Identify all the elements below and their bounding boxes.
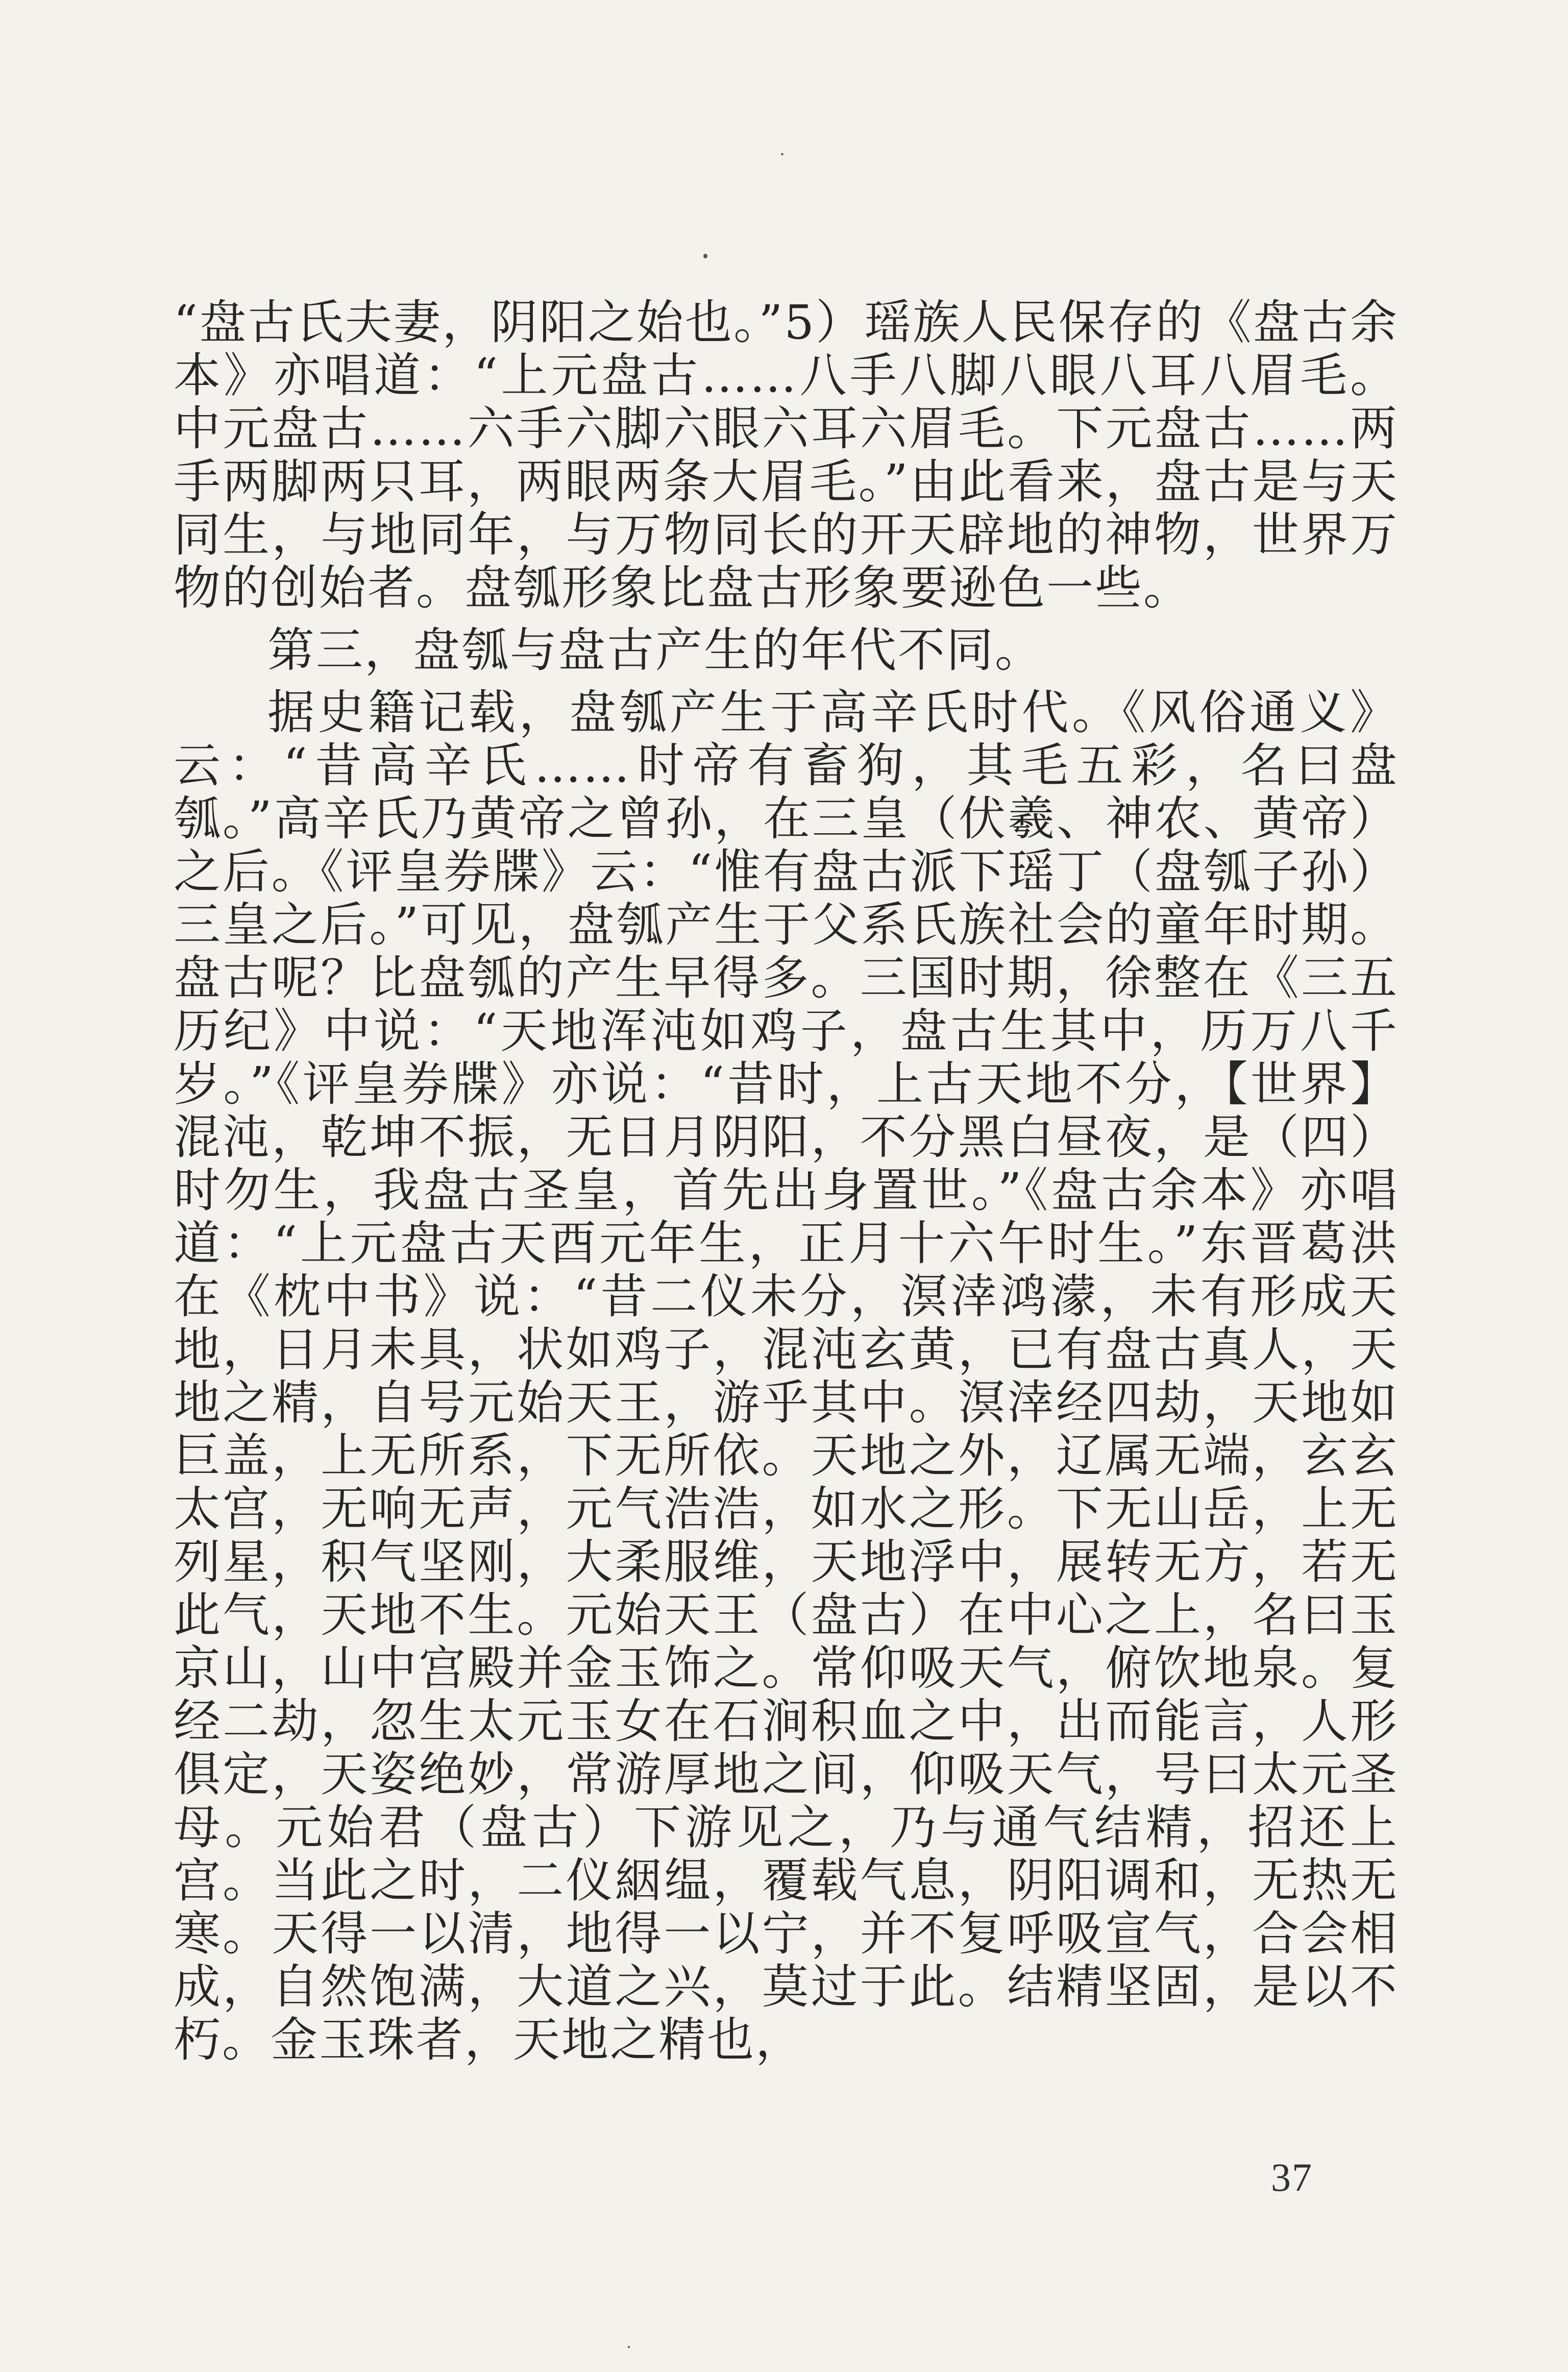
ink-speck [781,153,783,155]
body-text [174,296,1399,2067]
ink-speck [628,2346,630,2348]
paragraph-1: “盘古氏夫妻，阴阳之始也。”5）瑶族人民保存的《盘古余本》亦唱道：“上元盘古……八手八脚八眼八耳八眉毛。中元盘古……六手六脚六眼六耳六眉毛。下元盘古……两手两脚两只耳，两眼两条大眉毛。”由此看来，盘古是与天同生，与地同年，与万物同长的开天辟地的神物，世界万物的创始者。盘瓠形象比盘古形象要逊色一些。 [174,295,1399,615]
paragraph-3: 据史籍记载，盘瓠产生于高辛氏时代。《风俗通义》云：“昔高辛氏……时帝有畜狗，其毛五彩，名曰盘瓠。”高辛氏乃黄帝之曾孙，在三皇（伏羲、神农、黄帝）之后。《评皇券牒》云：“惟有盘古派下瑶丁（盘瓠子孙）三皇之后。”可见，盘瓠产生于父系氏族社会的童年时期。盘古呢？比盘瓠的产生早得多。三国时期，徐整在《三五历纪》中说：“天地浑沌如鸡子，盘古生其中，历万八千岁。”《评皇券牒》亦说：“昔时，上古天地不分，【世界】混沌，乾坤不振，无日月阴阳，不分黑白昼夜，是（四）时勿生，我盘古圣皇，首先出身置世。”《盘古余本》亦唱道：“上元盘古天酉元年生，正月十六午时生。”东晋葛洪在《枕中书》说：“昔二仪未分，溟涬鸿濛，未有形成天地，日月未具，状如鸡子，混沌玄黄，已有盘古真人，天地之精，自号元始天王，游乎其中。溟涬经四劫，天地如巨盖，上无所系，下无所依。天地之外，辽属无端，玄玄太宫，无响无声，元气浩浩，如水之形。下无山岳，上无列星，积气坚刚，大柔服维，天地浮中，展转无方，若无此气，天地不生。元始天王（盘古）在中心之上，名曰玉京山，山中宫殿并金玉饰之。常仰吸天气，俯饮地泉。复经二劫，忽生太元玉女在石涧积血之中，出而能言，人形俱定，天姿绝妙，常游厚地之间，仰吸天气，号曰太元圣母。元始君（盘古）下游见之，乃与通气结精，招还上宫。当此之时，二仪絪缊，覆载气息，阴阳调和，无热无寒。天得一以清，地得一以宁，并不复呼吸宣气，合会相成，自然饱满，大道之兴，莫过于此。结精坚固，是以不朽。金玉珠者，天地之精也， [174,685,1399,2067]
ink-speck [703,254,707,258]
paragraph-2: 第三，盘瓠与盘古产生的年代不同。 [267,623,1044,677]
page-number: 37 [1271,2155,1313,2199]
